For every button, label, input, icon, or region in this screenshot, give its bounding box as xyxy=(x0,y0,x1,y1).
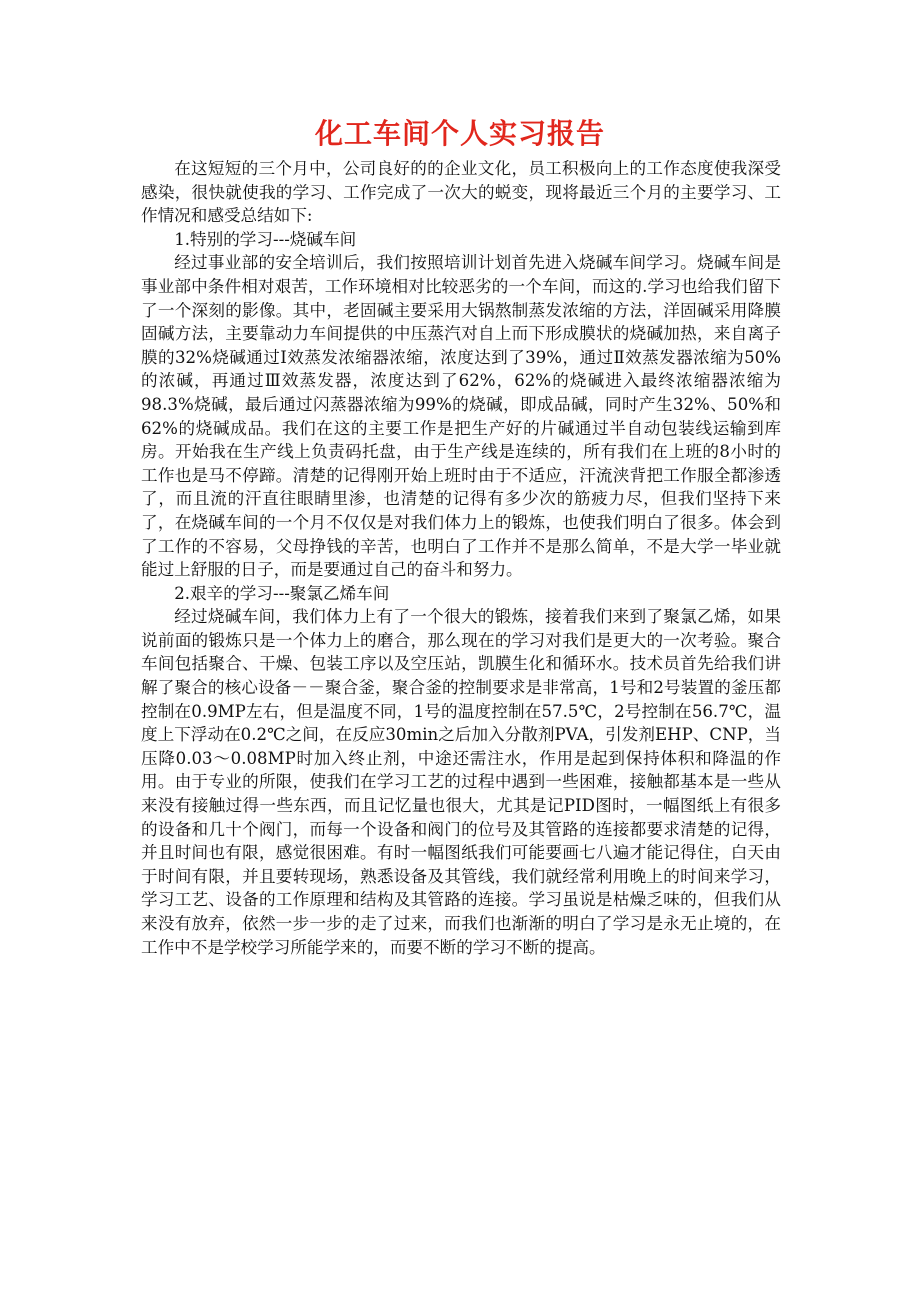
section-2-paragraph: 经过烧碱车间，我们体力上有了一个很大的锻炼，接着我们来到了聚氯乙烯，如果说前面的锻炼只是一个体力上的磨合，那么现在的学习对我们是更大的一次考验。聚合车间包括聚合、干燥、包装工序以及空压站，凯膜生化和循环水。技术员首先给我们讲解了聚合的核心设备－－聚合釜，聚合釜的控制要求是非常高，1号和2号装置的釜压都控制在0.9MP左右，但是温度不同，1号的温度控制在57.5℃，2号控制在56.7℃，温度上下浮动在0.2℃之间，在反应30min之后加入分散剂PVA，引发剂EHP、CNP，当压降0.03～0.08MP时加入终止剂，中途还需注水，作用是起到保持体积和降温的作用。由于专业的所限，使我们在学习工艺的过程中遇到一些困难，接触都基本是一些从来没有接触过得一些东西，而且记忆量也很大，尤其是记PID图时，一幅图纸上有很多的设备和几十个阀门，而每一个设备和阀门的位号及其管路的连接都要求清楚的记得，并且时间也有限，感觉很困难。有时一幅图纸我们可能要画七八遍才能记得住，白天由于时间有限，并且要转现场，熟悉设备及其管线，我们就经常利用晚上的时间来学习，学习工艺、设备的工作原理和结构及其管路的连接。学习虽说是枯燥乏味的，但我们从来没有放弃，依然一步一步的走了过来，而我们也渐渐的明白了学习是永无止境的，在工作中不是学校学习所能学来的，而要不断的学习不断的提高。 xyxy=(141,607,781,957)
section-1-paragraph: 经过事业部的安全培训后，我们按照培训计划首先进入烧碱车间学习。烧碱车间是事业部中条件相对艰苦，工作环境相对比较恶劣的一个车间，而这的.学习也给我们留下了一个深刻的影像。其中，老固碱主要采用大锅熬制蒸发浓缩的方法，洋固碱采用降膜固碱方法，主要靠动力车间提供的中压蒸汽对自上而下形成膜状的烧碱加热，来自离子膜的32%烧碱通过Ⅰ效蒸发浓缩器浓缩，浓度达到了39%，通过Ⅱ效蒸发器浓缩为50%的浓碱，再通过Ⅲ效蒸发器，浓度达到了62%，62%的烧碱进入最终浓缩器浓缩为98.3%烧碱，最后通过闪蒸器浓缩为99%的烧碱，即成品碱，同时产生32%、50%和62%的烧碱成品。我们在这的主要工作是把生产好的片碱通过半自动包装线运输到库房。开始我在生产线上负责码托盘，由于生产线是连续的，所有我们在上班的8小时的工作也是马不停蹄。清楚的记得刚开始上班时由于不适应，汗流浃背把工作服全都渗透了，而且流的汗直往眼睛里渗，也清楚的记得有多少次的筋疲力尽，但我们坚持下来了，在烧碱车间的一个月不仅仅是对我们体力上的锻炼，也使我们明白了很多。体会到了工作的不容易，父母挣钱的辛苦，也明白了工作并不是那么简单，不是大学一毕业就能过上舒服的日子，而是要通过自己的奋斗和努力。 xyxy=(141,253,781,580)
report-body xyxy=(141,157,781,959)
section-1-heading: 1.特别的学习---烧碱车间 xyxy=(174,229,357,249)
intro-paragraph: 在这短短的三个月中，公司良好的的企业文化，员工积极向上的工作态度使我深受感染，很快就使我的学习、工作完成了一次大的蜕变，现将最近三个月的主要学习、工作情况和感受总结如下: xyxy=(141,159,781,226)
report-title: 化工车间个人实习报告 xyxy=(314,117,605,150)
section-2-heading: 2.艰辛的学习---聚氯乙烯车间 xyxy=(174,583,390,603)
